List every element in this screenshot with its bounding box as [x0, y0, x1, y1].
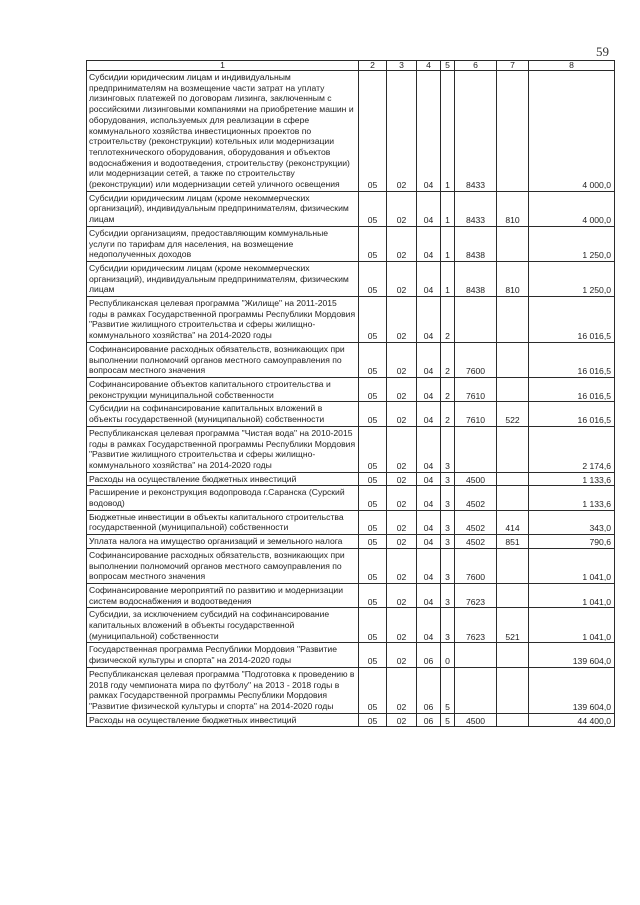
- row-expense-type-cell: [497, 643, 529, 667]
- table-row: [87, 191, 615, 226]
- row-amount-cell: 4 000,0: [529, 71, 615, 192]
- row-subprogram-cell: 04: [417, 297, 441, 343]
- table-row: [87, 377, 615, 401]
- row-section-cell: 05: [359, 713, 387, 727]
- row-amount-cell: 1 041,0: [529, 608, 615, 643]
- row-section-cell: 05: [359, 643, 387, 667]
- row-amount-cell: 790,6: [529, 535, 615, 549]
- budget-table: [86, 60, 615, 727]
- row-subprogram-cell: 04: [417, 342, 441, 377]
- row-program-cell: 0: [441, 643, 455, 667]
- row-program-cell: 3: [441, 472, 455, 486]
- row-target-code-cell: 4500: [455, 713, 497, 727]
- row-program-cell: 3: [441, 535, 455, 549]
- table-row: [87, 667, 615, 713]
- row-subprogram-cell: 04: [417, 261, 441, 296]
- row-expense-type-cell: [497, 226, 529, 261]
- row-subsection-cell: 02: [387, 191, 417, 226]
- header-col-4: 4: [417, 61, 441, 71]
- row-amount-cell: 16 016,5: [529, 377, 615, 401]
- row-subsection-cell: 02: [387, 667, 417, 713]
- row-subprogram-cell: 04: [417, 377, 441, 401]
- row-subprogram-cell: 04: [417, 402, 441, 426]
- row-name-cell: Субсидии, за исключением субсидий на софинансирование капитальных вложений в объекты государственной (муниципальной) собственности: [87, 608, 359, 643]
- row-subprogram-cell: 04: [417, 486, 441, 510]
- row-subprogram-cell: 04: [417, 226, 441, 261]
- row-target-code-cell: 7623: [455, 608, 497, 643]
- row-subprogram-cell: 04: [417, 71, 441, 192]
- row-target-code-cell: 4502: [455, 510, 497, 534]
- row-target-code-cell: 7600: [455, 548, 497, 583]
- header-col-3: 3: [387, 61, 417, 71]
- row-amount-cell: 1 250,0: [529, 226, 615, 261]
- row-program-cell: 1: [441, 226, 455, 261]
- row-subsection-cell: 02: [387, 535, 417, 549]
- table-row: [87, 486, 615, 510]
- row-amount-cell: 44 400,0: [529, 713, 615, 727]
- row-subprogram-cell: 04: [417, 191, 441, 226]
- row-expense-type-cell: [497, 71, 529, 192]
- row-section-cell: 05: [359, 667, 387, 713]
- row-expense-type-cell: [497, 377, 529, 401]
- row-target-code-cell: [455, 667, 497, 713]
- row-expense-type-cell: [497, 472, 529, 486]
- row-subsection-cell: 02: [387, 226, 417, 261]
- row-subprogram-cell: 06: [417, 643, 441, 667]
- row-program-cell: 1: [441, 261, 455, 296]
- row-section-cell: 05: [359, 426, 387, 472]
- row-expense-type-cell: [497, 548, 529, 583]
- row-program-cell: 3: [441, 486, 455, 510]
- row-program-cell: 2: [441, 402, 455, 426]
- row-name-cell: Субсидии юридическим лицам (кроме некоммерческих организаций), индивидуальным предпринимателям, физическим лицам: [87, 261, 359, 296]
- row-expense-type-cell: [497, 583, 529, 607]
- row-program-cell: 3: [441, 583, 455, 607]
- row-name-cell: Софинансирование мероприятий по развитию и модернизации систем водоснабжения и водоотведения: [87, 583, 359, 607]
- row-subprogram-cell: 04: [417, 608, 441, 643]
- header-col-8: 8: [529, 61, 615, 71]
- row-name-cell: Софинансирование расходных обязательств, возникающих при выполнении полномочий органов местного самоуправления по вопросам местного значения: [87, 548, 359, 583]
- row-subsection-cell: 02: [387, 548, 417, 583]
- row-target-code-cell: [455, 643, 497, 667]
- row-expense-type-cell: 810: [497, 261, 529, 296]
- row-amount-cell: 1 133,6: [529, 486, 615, 510]
- row-subsection-cell: 02: [387, 426, 417, 472]
- row-subsection-cell: 02: [387, 583, 417, 607]
- row-subprogram-cell: 04: [417, 535, 441, 549]
- row-subsection-cell: 02: [387, 342, 417, 377]
- row-amount-cell: 1 041,0: [529, 548, 615, 583]
- row-target-code-cell: 8438: [455, 226, 497, 261]
- header-row: [87, 61, 615, 71]
- row-expense-type-cell: [497, 297, 529, 343]
- row-program-cell: 1: [441, 71, 455, 192]
- table-row: [87, 713, 615, 727]
- header-col-5: 5: [441, 61, 455, 71]
- row-target-code-cell: 8433: [455, 71, 497, 192]
- row-name-cell: Уплата налога на имущество организаций и земельного налога: [87, 535, 359, 549]
- row-subsection-cell: 02: [387, 71, 417, 192]
- row-target-code-cell: 4502: [455, 535, 497, 549]
- row-expense-type-cell: 851: [497, 535, 529, 549]
- row-expense-type-cell: [497, 426, 529, 472]
- table-row: [87, 261, 615, 296]
- row-subprogram-cell: 06: [417, 713, 441, 727]
- row-amount-cell: 139 604,0: [529, 667, 615, 713]
- row-name-cell: Софинансирование расходных обязательств, возникающих при выполнении полномочий органов местного самоуправления по вопросам местного значения: [87, 342, 359, 377]
- table-row: [87, 535, 615, 549]
- header-col-7: 7: [497, 61, 529, 71]
- row-subsection-cell: 02: [387, 297, 417, 343]
- table-row: [87, 226, 615, 261]
- row-target-code-cell: 8438: [455, 261, 497, 296]
- row-section-cell: 05: [359, 535, 387, 549]
- row-amount-cell: 16 016,5: [529, 297, 615, 343]
- row-amount-cell: 1 133,6: [529, 472, 615, 486]
- row-subprogram-cell: 04: [417, 510, 441, 534]
- table-row: [87, 510, 615, 534]
- row-amount-cell: 1 250,0: [529, 261, 615, 296]
- row-name-cell: Субсидии на софинансирование капитальных вложений в объекты государственной (муниципальной) собственности: [87, 402, 359, 426]
- row-subsection-cell: 02: [387, 472, 417, 486]
- row-program-cell: 5: [441, 713, 455, 727]
- row-name-cell: Республиканская целевая программа "Жилище" на 2011-2015 годы в рамках Государственной программы Республики Мордовия "Развитие жилищного строительства и сферы жилищно-коммунального хозяйства" на 2014-2020 годы: [87, 297, 359, 343]
- row-section-cell: 05: [359, 71, 387, 192]
- table-row: [87, 297, 615, 343]
- row-expense-type-cell: [497, 486, 529, 510]
- row-expense-type-cell: 810: [497, 191, 529, 226]
- row-name-cell: Софинансирование объектов капитального строительства и реконструкции муниципальной собственности: [87, 377, 359, 401]
- row-target-code-cell: 4502: [455, 486, 497, 510]
- row-subsection-cell: 02: [387, 608, 417, 643]
- row-section-cell: 05: [359, 226, 387, 261]
- row-subprogram-cell: 04: [417, 548, 441, 583]
- row-subsection-cell: 02: [387, 261, 417, 296]
- row-name-cell: Республиканская целевая программа "Подготовка к проведению в 2018 году чемпионата мира по футболу" на 2013 - 2018 годы в рамках Государственной программы Республики Мордовия "Развитие физической культуры и спорта" на 2014-2020 годы: [87, 667, 359, 713]
- row-section-cell: 05: [359, 472, 387, 486]
- row-target-code-cell: 4500: [455, 472, 497, 486]
- header-col-6: 6: [455, 61, 497, 71]
- row-program-cell: 3: [441, 548, 455, 583]
- table-row: [87, 342, 615, 377]
- table-row: [87, 402, 615, 426]
- row-name-cell: Субсидии организациям, предоставляющим коммунальные услуги по тарифам для населения, на возмещение недополученных доходов: [87, 226, 359, 261]
- row-amount-cell: 2 174,6: [529, 426, 615, 472]
- row-program-cell: 2: [441, 377, 455, 401]
- table-row: [87, 426, 615, 472]
- table-row: [87, 548, 615, 583]
- header-col-1: 1: [87, 61, 359, 71]
- row-amount-cell: 139 604,0: [529, 643, 615, 667]
- row-program-cell: 5: [441, 667, 455, 713]
- page-number: 59: [596, 44, 609, 59]
- table-row: [87, 583, 615, 607]
- row-amount-cell: 1 041,0: [529, 583, 615, 607]
- row-subprogram-cell: 04: [417, 472, 441, 486]
- row-section-cell: 05: [359, 191, 387, 226]
- header-col-2: 2: [359, 61, 387, 71]
- row-section-cell: 05: [359, 402, 387, 426]
- row-name-cell: Субсидии юридическим лицам и индивидуальным предпринимателям на возмещение части затрат на уплату лизинговых платежей по договорам лизинга, заключенным с российскими лизинговыми компаниями на приобретение машин и оборудования, используемых для реализации в сфере коммунального хозяйства инвестиционных проектов по строительству (реконструкции) котельных или модернизации теплотехнического оборудования, оборудования и объектов водоснабжения и водоотведения, строительству (реконструкции) или модернизации сетей, а также по строительству (реконструкции) или модернизации сетей уличного освещения: [87, 71, 359, 192]
- row-subprogram-cell: 04: [417, 426, 441, 472]
- row-section-cell: 05: [359, 377, 387, 401]
- row-section-cell: 05: [359, 486, 387, 510]
- row-name-cell: Бюджетные инвестиции в объекты капитального строительства государственной (муниципальной) собственности: [87, 510, 359, 534]
- row-expense-type-cell: [497, 667, 529, 713]
- row-expense-type-cell: 414: [497, 510, 529, 534]
- row-section-cell: 05: [359, 583, 387, 607]
- row-target-code-cell: [455, 426, 497, 472]
- row-subprogram-cell: 04: [417, 583, 441, 607]
- row-target-code-cell: 7610: [455, 402, 497, 426]
- table-row: [87, 71, 615, 192]
- row-section-cell: 05: [359, 261, 387, 296]
- row-section-cell: 05: [359, 297, 387, 343]
- row-expense-type-cell: 522: [497, 402, 529, 426]
- row-name-cell: Республиканская целевая программа "Чистая вода" на 2010-2015 годы в рамках Государственной программы Республики Мордовия "Развитие жилищного строительства и сферы жилищно-коммунального хозяйства" на 2014-2020 годы: [87, 426, 359, 472]
- row-amount-cell: 4 000,0: [529, 191, 615, 226]
- row-expense-type-cell: [497, 342, 529, 377]
- row-subsection-cell: 02: [387, 377, 417, 401]
- row-subprogram-cell: 06: [417, 667, 441, 713]
- table-row: [87, 643, 615, 667]
- row-name-cell: Субсидии юридическим лицам (кроме некоммерческих организаций), индивидуальным предпринимателям, физическим лицам: [87, 191, 359, 226]
- row-section-cell: 05: [359, 548, 387, 583]
- row-subsection-cell: 02: [387, 713, 417, 727]
- row-expense-type-cell: [497, 713, 529, 727]
- row-subsection-cell: 02: [387, 402, 417, 426]
- row-section-cell: 05: [359, 510, 387, 534]
- row-subsection-cell: 02: [387, 643, 417, 667]
- row-program-cell: 1: [441, 191, 455, 226]
- row-subsection-cell: 02: [387, 486, 417, 510]
- row-target-code-cell: 7610: [455, 377, 497, 401]
- row-target-code-cell: 7600: [455, 342, 497, 377]
- row-target-code-cell: 7623: [455, 583, 497, 607]
- row-program-cell: 3: [441, 510, 455, 534]
- row-program-cell: 3: [441, 426, 455, 472]
- row-name-cell: Государственная программа Республики Мордовия "Развитие физической культуры и спорта" на 2014-2020 годы: [87, 643, 359, 667]
- row-name-cell: Расходы на осуществление бюджетных инвестиций: [87, 713, 359, 727]
- row-amount-cell: 16 016,5: [529, 342, 615, 377]
- row-amount-cell: 16 016,5: [529, 402, 615, 426]
- row-program-cell: 2: [441, 297, 455, 343]
- row-expense-type-cell: 521: [497, 608, 529, 643]
- row-name-cell: Расширение и реконструкция водопровода г.Саранска (Сурский водовод): [87, 486, 359, 510]
- row-amount-cell: 343,0: [529, 510, 615, 534]
- row-target-code-cell: 8433: [455, 191, 497, 226]
- table-row: [87, 608, 615, 643]
- row-target-code-cell: [455, 297, 497, 343]
- row-program-cell: 2: [441, 342, 455, 377]
- row-subsection-cell: 02: [387, 510, 417, 534]
- row-name-cell: Расходы на осуществление бюджетных инвестиций: [87, 472, 359, 486]
- row-program-cell: 3: [441, 608, 455, 643]
- table-row: [87, 472, 615, 486]
- row-section-cell: 05: [359, 608, 387, 643]
- row-section-cell: 05: [359, 342, 387, 377]
